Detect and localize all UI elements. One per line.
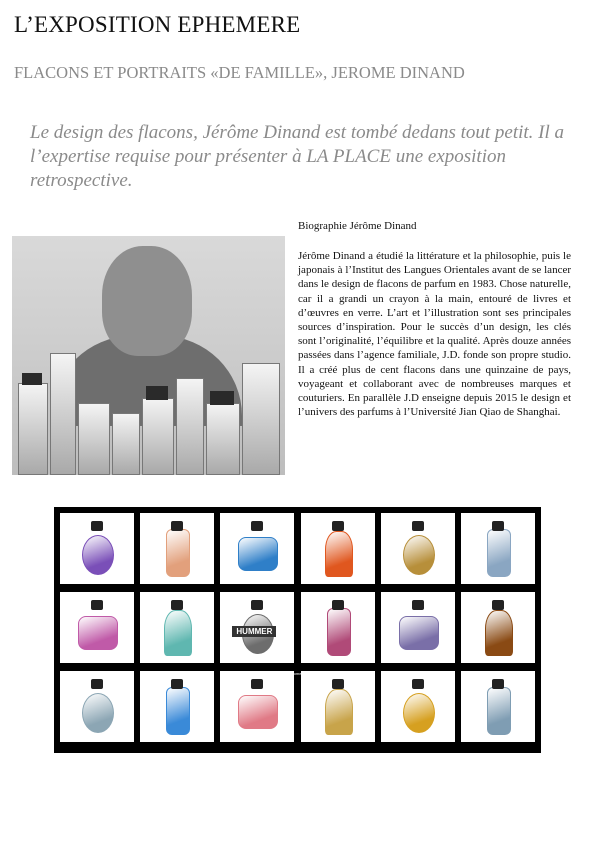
gallery-item-gold-bow-bottle <box>381 513 455 584</box>
gallery-credit: jerome <box>289 671 302 676</box>
bottle-cap <box>492 679 504 689</box>
perfume-gallery <box>54 507 541 753</box>
bottle-body <box>164 610 192 656</box>
bottle-cap <box>91 521 103 531</box>
bottle-cap <box>91 600 103 610</box>
bottle-body <box>403 535 435 575</box>
gallery-item-gold-oval-bottle <box>301 671 375 742</box>
gallery-item-drop-bottle <box>461 513 535 584</box>
gallery-item-hummer-bottle <box>220 592 294 663</box>
portrait-bottle <box>112 413 140 475</box>
bottle-cap <box>171 679 183 689</box>
bottle-cap <box>412 679 424 689</box>
bottle-body <box>166 529 190 577</box>
gallery-item-three-gold-cap-bottles <box>140 513 214 584</box>
bottle-cap <box>91 679 103 689</box>
bottle-cap <box>412 600 424 610</box>
gallery-item-gold-slim-bottle <box>381 671 455 742</box>
bottle-cap <box>492 521 504 531</box>
bottle-body <box>166 687 190 735</box>
bottle-cap <box>492 600 504 610</box>
bottle-body <box>238 537 278 571</box>
bottle-cap <box>332 600 344 610</box>
gallery-item-square-black-cap-bottle <box>60 671 134 742</box>
bottle-body <box>82 693 114 733</box>
gallery-item-orange-tube-bottle <box>301 513 375 584</box>
portrait-cap <box>210 391 234 405</box>
gallery-item-blue-flask-bottle <box>220 513 294 584</box>
gallery-item-blue-disc-bottle <box>140 671 214 742</box>
bottle-cap <box>332 679 344 689</box>
portrait-bottle <box>206 403 240 475</box>
bottle-body <box>487 687 511 735</box>
bottle-body <box>82 535 114 575</box>
gallery-item-lace-round-bottle <box>381 592 455 663</box>
gallery-item-twin-pink-bottles <box>220 671 294 742</box>
bottle-body <box>238 695 278 729</box>
portrait-bottle <box>18 383 48 475</box>
portrait-cap <box>146 386 168 400</box>
portrait-cap <box>22 373 42 385</box>
gallery-item-aqua-swirl-bottle <box>140 592 214 663</box>
bottle-body <box>78 616 118 650</box>
bottle-body <box>403 693 435 733</box>
portrait-bottle <box>50 353 76 475</box>
portrait-bottle <box>176 378 204 475</box>
bottle-cap <box>251 521 263 531</box>
gallery-item-rainbow-tall-bottle <box>60 592 134 663</box>
bottle-cap <box>332 521 344 531</box>
portrait-face <box>102 246 192 356</box>
designer-portrait-photo <box>12 236 285 475</box>
bottle-body <box>485 610 513 656</box>
portrait-bottle <box>242 363 280 475</box>
bottle-cap <box>251 679 263 689</box>
portrait-bottle <box>78 403 110 475</box>
portrait-bottle <box>142 398 174 475</box>
intro-paragraph: Le design des flacons, Jérôme Dinand est tombé dedans tout petit. Il a l’expertise requise pour présenter à LA PLACE une exposition retrospective. <box>30 122 565 191</box>
bottle-cap <box>251 600 263 610</box>
bottle-body <box>399 616 439 650</box>
bottle-body <box>487 529 511 577</box>
bottle-cap <box>171 521 183 531</box>
bottle-label: HUMMER <box>232 626 276 637</box>
biography-text: Jérôme Dinand a étudié la littérature et la philosophie, puis le japonais à l’Institut des Langues Orientales avant de se lancer dans le design de flacons de parfum en 1983. Chose naturelle, car il a grandi un crayon à la main, entouré de livres et d’œuvres en verre. L’art et l’illustration sont ses principales sources d’inspiration. Pour le succès d’un design, les clés sont l’originalité, l’équilibre et la qualité. Après douze années passées dans l’agence familiale, J.D. fonde son propre studio. Il a créé plus de cent flacons dans une quinzaine de pays, voyageant et collaborant avec de nombreuses marques et couturiers. En parallèle J.D enseigne depuis 2015 le design et l’univers des parfums à l’Université Jian Qiao de Shanghai. <box>298 250 571 419</box>
biography-title: Biographie Jérôme Dinand <box>298 220 417 232</box>
gallery-item-purple-sphere-bottle <box>60 513 134 584</box>
gallery-item-metallic-curved-bottle <box>301 592 375 663</box>
bottle-cap <box>171 600 183 610</box>
bottle-cap <box>412 521 424 531</box>
page-title: L’EXPOSITION EPHEMERE <box>14 12 301 37</box>
page-subtitle: FLACONS ET PORTRAITS «DE FAMILLE», JEROME DINAND <box>14 63 465 82</box>
bottle-body <box>325 689 353 735</box>
bottle-body <box>325 531 353 577</box>
bottle-body <box>327 608 351 656</box>
gallery-item-rectangular-grey-bottle <box>461 671 535 742</box>
gallery-item-amber-round-bottle <box>461 592 535 663</box>
